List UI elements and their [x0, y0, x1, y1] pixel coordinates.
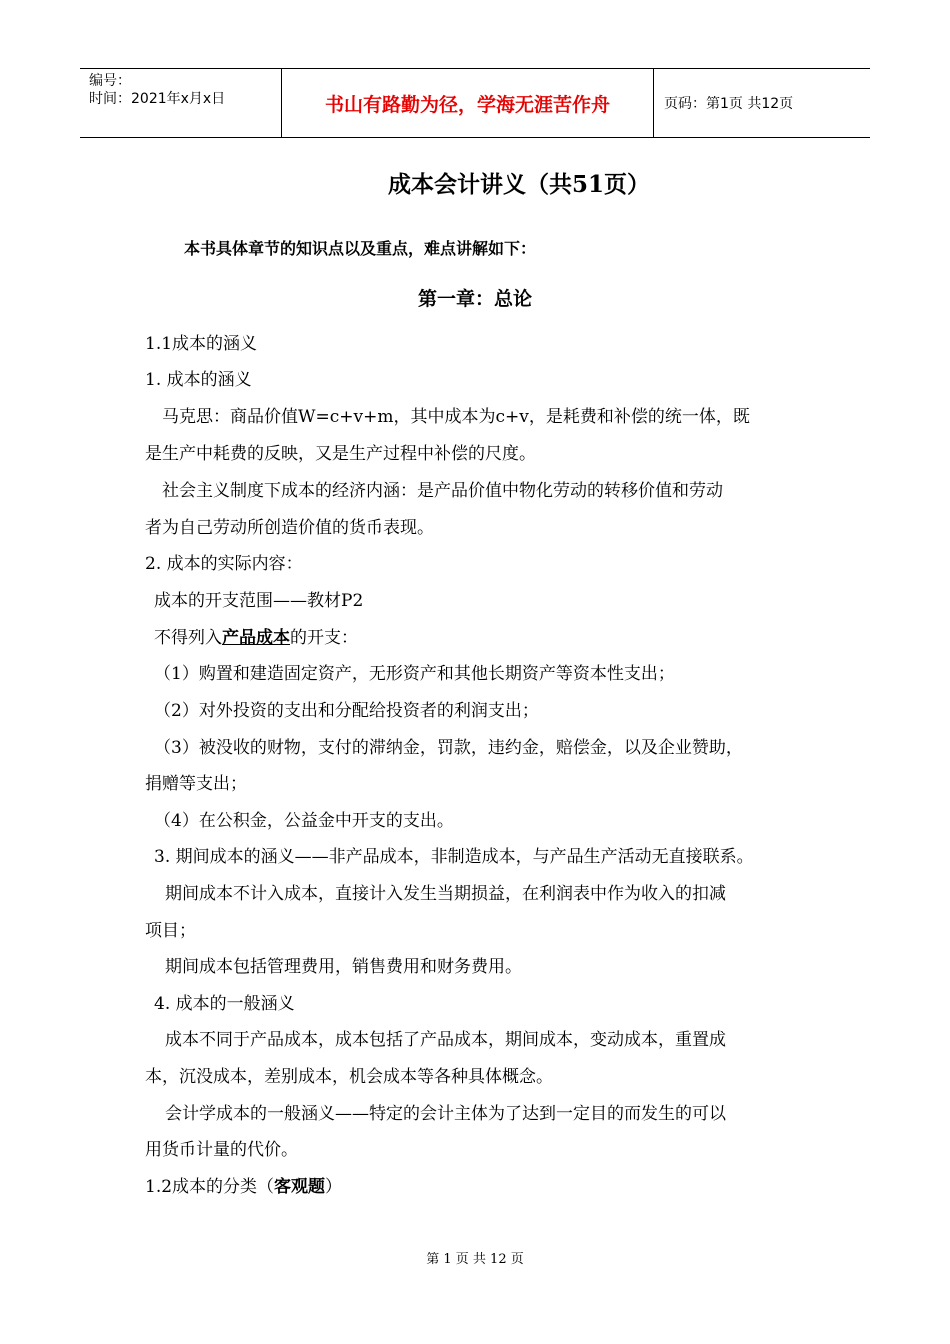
text-span: 不得列入	[154, 628, 222, 648]
emphasis-text: 产品成本	[222, 628, 290, 648]
paragraph-line: 本，沉没成本，差别成本，机会成本等各种具体概念。	[145, 1067, 553, 1087]
chapter-heading: 第一章：总论	[417, 288, 532, 310]
paragraph-line: 成本的开支范围——教材P2	[154, 591, 364, 611]
text-span: ）	[325, 1177, 343, 1197]
list-item-continued: 捐赠等支出；	[145, 774, 247, 794]
paragraph-line: 期间成本不计入成本，直接计入发生当期损益，在利润表中作为收入的扣减	[165, 884, 726, 904]
text-span: 的开支：	[290, 628, 358, 648]
number-label: 编号：	[89, 73, 131, 89]
paragraph-line: 会计学成本的一般涵义——特定的会计主体为了达到一定目的而发生的可以	[165, 1104, 726, 1124]
subsection-heading: 3. 期间成本的涵义——非产品成本，非制造成本，与产品生产活动无直接联系。	[154, 847, 754, 867]
document-title: 成本会计讲义（共51页）	[388, 171, 651, 198]
intro-text: 本书具体章节的知识点以及重点，难点讲解如下：	[184, 239, 537, 258]
paragraph-line: 成本不同于产品成本，成本包括了产品成本，期间成本，变动成本，重置成	[165, 1030, 726, 1050]
page-footer: 第 1 页 共 12 页	[426, 1252, 524, 1267]
paragraph-line: 是生产中耗费的反映，又是生产过程中补偿的尺度。	[145, 444, 536, 464]
section-heading: 1.1成本的涵义	[145, 334, 258, 354]
subsection-heading: 4. 成本的一般涵义	[154, 994, 295, 1014]
list-item: （4）在公积金，公益金中开支的支出。	[154, 811, 454, 831]
list-item: （2）对外投资的支出和分配给投资者的利润支出；	[154, 701, 539, 721]
paragraph-line: 马克思：商品价值W=c+v+m，其中成本为c+v，是耗费和补偿的统一体，既	[162, 407, 750, 427]
list-item: （3）被没收的财物，支付的滞纳金，罚款，违约金，赔偿金，以及企业赞助，	[154, 738, 743, 758]
subsection-heading: 1. 成本的涵义	[145, 370, 252, 390]
text-span: 1.2成本的分类（	[145, 1177, 275, 1197]
header-meta-cell	[80, 69, 282, 137]
paragraph-line	[154, 627, 358, 649]
paragraph-line: 期间成本包括管理费用，销售费用和财务费用。	[165, 957, 522, 977]
section-heading	[145, 1176, 342, 1198]
paragraph-line: 用货币计量的代价。	[145, 1140, 298, 1160]
paragraph-line: 者为自己劳动所创造价值的货币表现。	[145, 518, 434, 538]
list-item: （1）购置和建造固定资产，无形资产和其他长期资产等资本性支出；	[154, 664, 675, 684]
header-table	[80, 68, 870, 138]
page-label: 页码：第1页 共12页	[664, 96, 794, 112]
subsection-heading: 2. 成本的实际内容：	[145, 554, 303, 574]
motto: 书山有路勤为径，学海无涯苦作舟	[282, 69, 654, 137]
time-label: 时间：2021年x月x日	[89, 91, 226, 107]
emphasis-text: 客观题	[274, 1177, 326, 1197]
paragraph-line: 社会主义制度下成本的经济内涵：是产品价值中物化劳动的转移价值和劳动	[162, 481, 723, 501]
paragraph-line: 项目；	[145, 921, 196, 941]
